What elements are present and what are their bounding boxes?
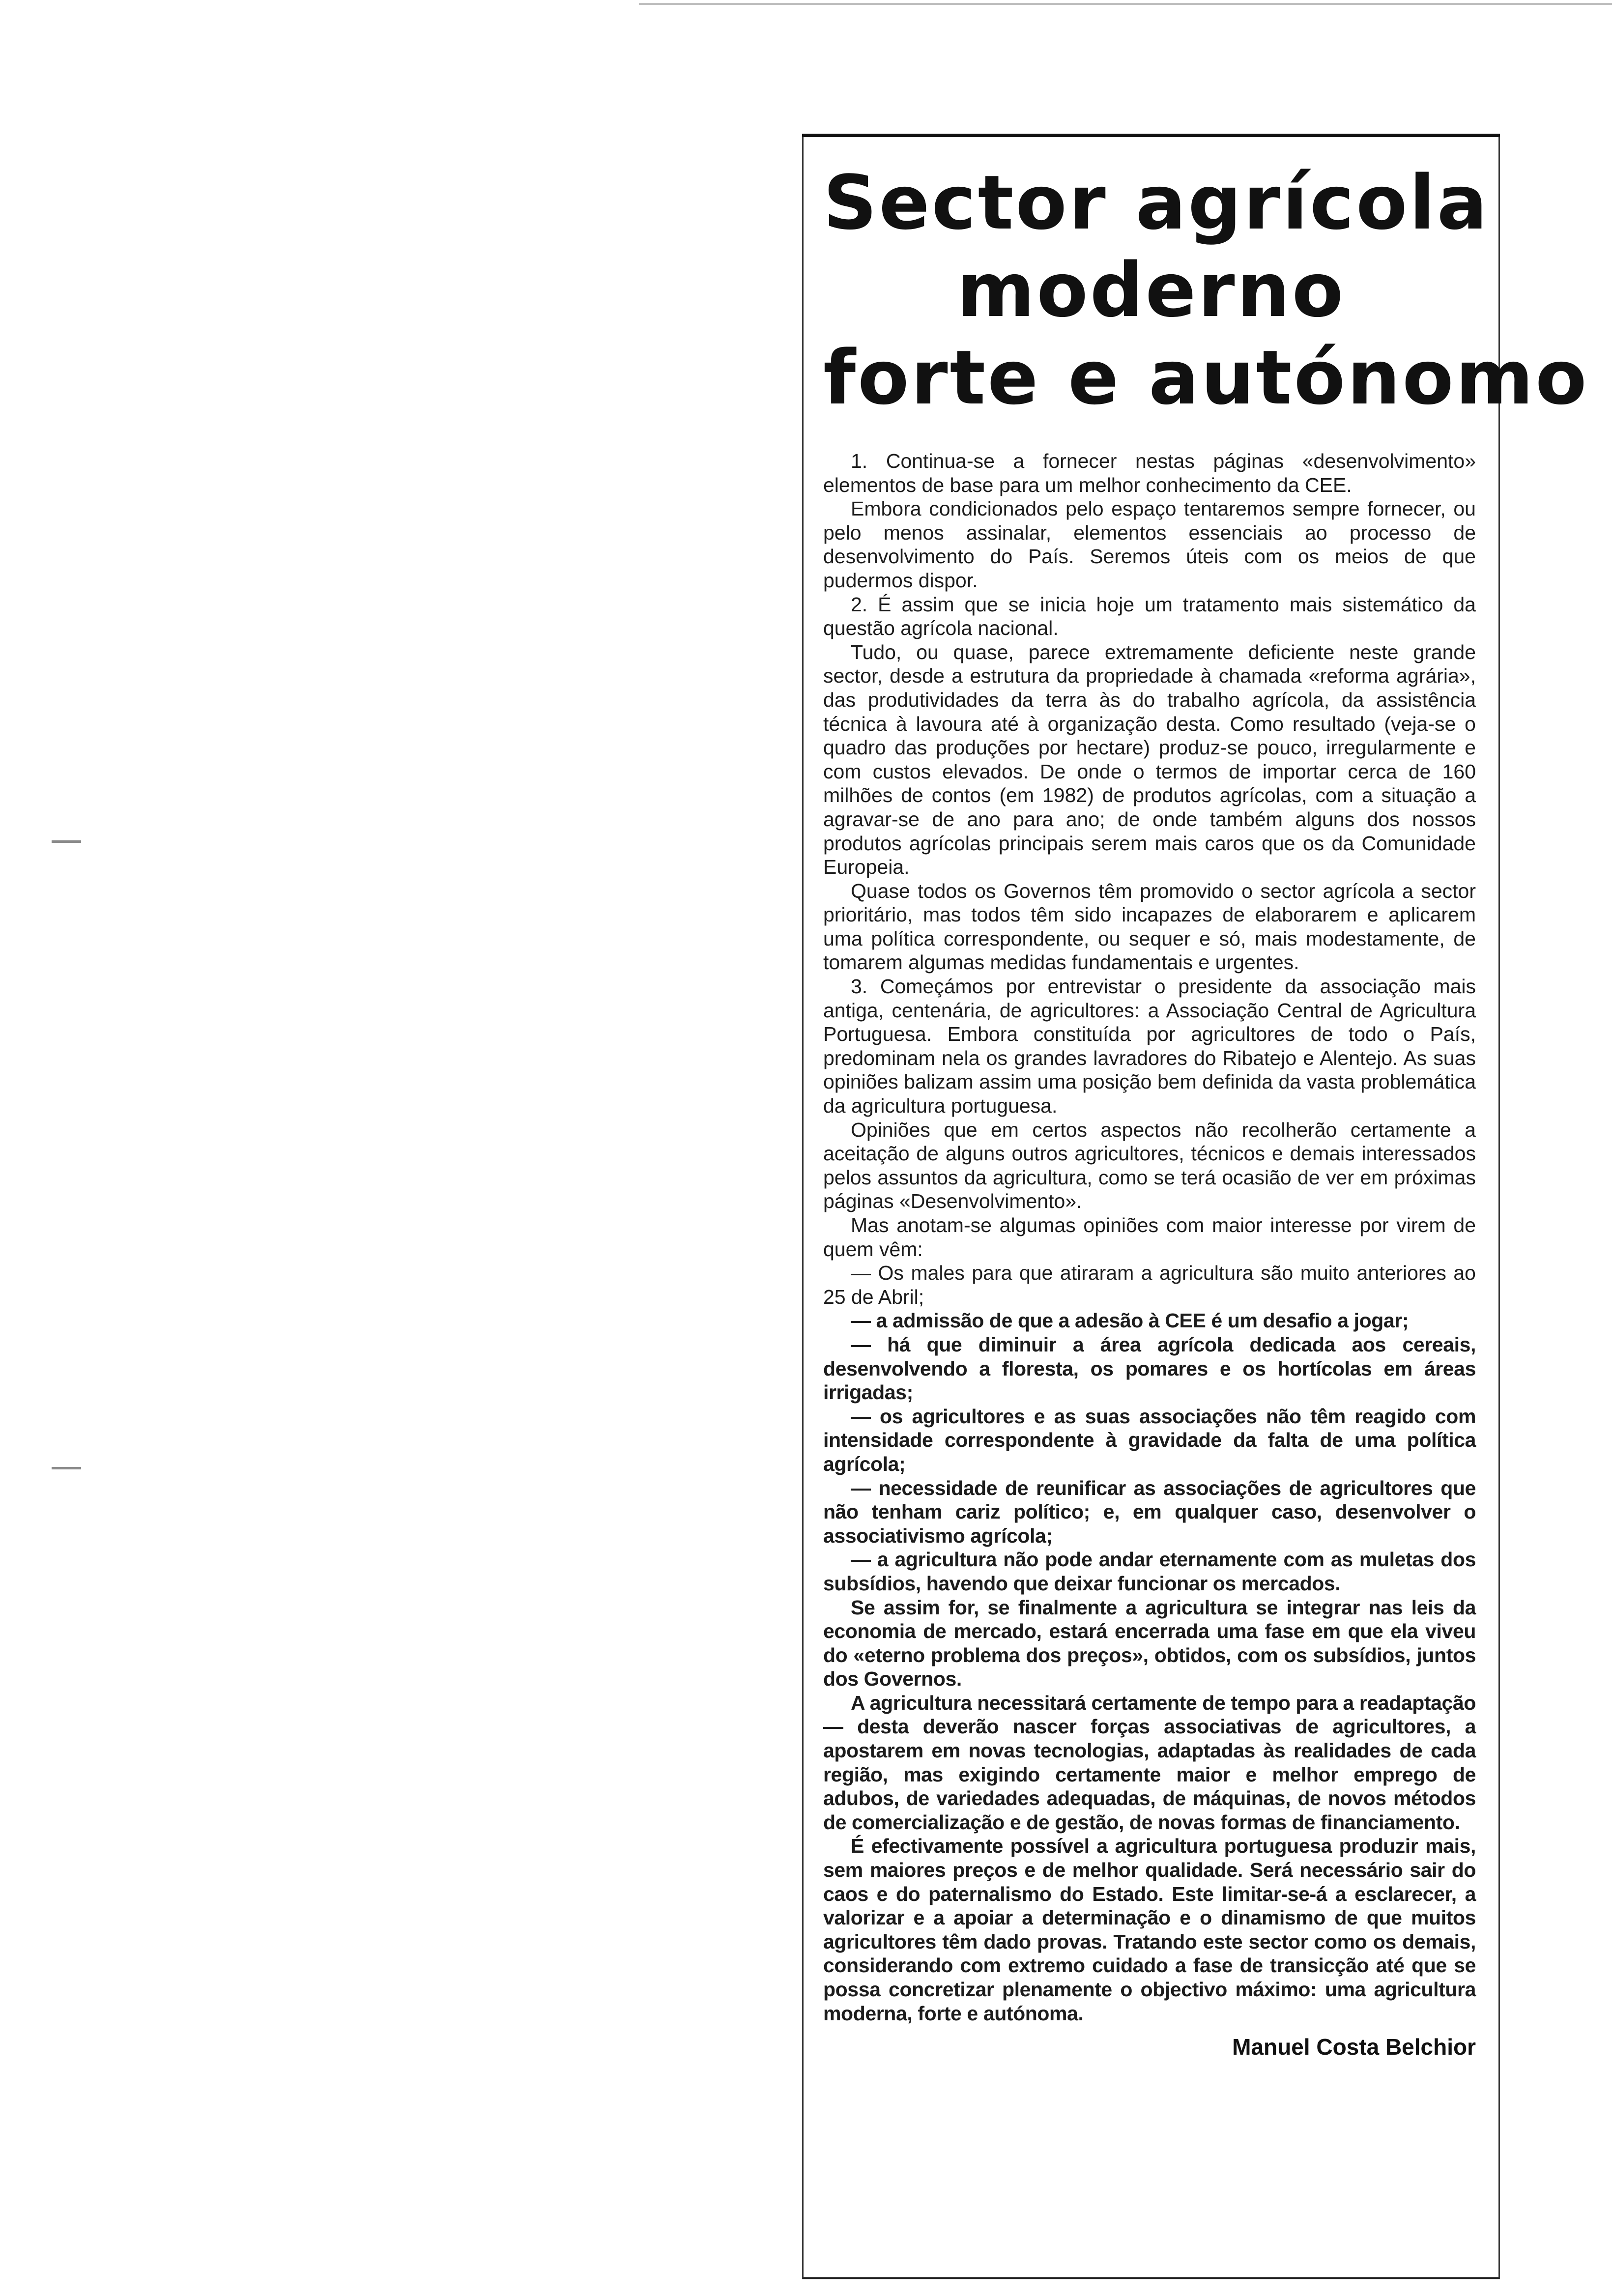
article-paragraph: — a admissão de que a adesão à CEE é um desafio a jogar; bbox=[851, 1309, 1409, 1332]
article-paragraph: É efectivamente possível a agricultura portuguesa produzir mais, sem maiores preços e de melhor qualidade. Será necessário sair do caos e do paternalismo do Estado. Este limitar-se-á a esclarecer, a valorizar e a apoiar a determinação e o dinamismo de que muitos agricultores têm dado provas. Tratando este sector como os demais, considerando com extremo cuidado a fase de transicção até que se possa concretizar plenamente o objectivo máximo: uma agricultura moderna, forte e autónoma. bbox=[823, 1835, 1476, 2025]
headline-line: Sector agrícola bbox=[823, 159, 1490, 246]
scan-margin-mark bbox=[52, 1467, 81, 1469]
article-paragraph: Embora condicionados pelo espaço tentaremos sempre fornecer, ou pelo menos assinalar, elementos essenciais ao processo de desenvolvimento do País. Seremos úteis com os meios de que pudermos dispor. bbox=[823, 497, 1476, 592]
article-paragraph: — os agricultores e as suas associações não têm reagido com intensidade correspondente à gravidade da falta de uma política agrícola; bbox=[823, 1405, 1476, 1475]
article-body bbox=[823, 449, 1476, 2025]
article-paragraph: Quase todos os Governos têm promovido o sector agrícola a sector prioritário, mas todos têm sido incapazes de elaborarem e aplicarem uma política correspondente, ou sequer e só, mais modestamente, de tomarem algumas medidas fundamentais e urgentes. bbox=[823, 879, 1476, 974]
article-column bbox=[802, 137, 1589, 2279]
article-paragraph: — a agricultura não pode andar eternamente com as muletas dos subsídios, havendo que deixar funcionar os mercados. bbox=[823, 1548, 1476, 1595]
article-paragraph: 2. É assim que se inicia hoje um tratamento mais sistemático da questão agrícola nacional. bbox=[823, 593, 1476, 640]
article-paragraph: — Os males para que atiraram a agricultura são muito anteriores ao 25 de Abril; bbox=[823, 1262, 1476, 1308]
article-byline: Manuel Costa Belchior bbox=[1232, 2034, 1476, 2060]
page-top-rule bbox=[639, 3, 1612, 5]
article-paragraph: Tudo, ou quase, parece extremamente deficiente neste grande sector, desde a estrutura da propriedade à chamada «reforma agrária», das produtividades da terra às do trabalho agrícola, da assistência técnica à lavoura até à organização desta. Como resultado (veja-se o quadro das produções por hectare) produz-se pouco, irregularmente e com custos elevados. De onde o termos de importar cerca de 160 milhões de contos (em 1982) de produtos agrícolas, com a situação a agravar-se de ano para ano; de onde também alguns dos nossos produtos agrícolas principais serem mais caros que os da Comunidade Europeia. bbox=[823, 640, 1476, 879]
article-paragraph: 3. Começámos por entrevistar o presidente da associação mais antiga, centenária, de agricultores: a Associação Central de Agricultura Portuguesa. Embora constituída por agricultores de todo o País, predominam nela os grandes lavradores do Ribatejo e Alentejo. As suas opiniões balizam assim uma posição bem definida da vasta problemática da agricultura portuguesa. bbox=[823, 975, 1476, 1118]
article-paragraph: 1. Continua-se a fornecer nestas páginas «desenvolvimento» elementos de base para um melhor conhecimento da CEE. bbox=[823, 450, 1476, 496]
article-headline bbox=[804, 159, 1589, 422]
headline-line: forte e autónomo bbox=[823, 334, 1589, 421]
article-paragraph: — há que diminuir a área agrícola dedicada aos cereais, desenvolvendo a floresta, os pomares e os hortícolas em áreas irrigadas; bbox=[823, 1333, 1476, 1404]
article-paragraph: Mas anotam-se algumas opiniões com maior interesse por virem de quem vêm: bbox=[823, 1214, 1476, 1261]
article-paragraph: Se assim for, se finalmente a agricultura se integrar nas leis da economia de mercado, estará encerrada uma fase em que ela viveu do «eterno problema dos preços», obtidos, com os subsídios, juntos dos Governos. bbox=[823, 1596, 1476, 1691]
scan-margin-mark bbox=[52, 840, 81, 843]
article-paragraph: — necessidade de reunificar as associações de agricultores que não tenham cariz político; e, em qualquer caso, desenvolver o associativismo agrícola; bbox=[823, 1476, 1476, 1547]
article-paragraph: Opiniões que em certos aspectos não recolherão certamente a aceitação de alguns outros agricultores, técnicos e demais interessados pelos assuntos da agricultura, como se terá ocasião de ver em próximas páginas «Desenvolvimento». bbox=[823, 1118, 1476, 1213]
article-paragraph: A agricultura necessitará certamente de tempo para a readaptação — desta deverão nascer forças associativas de agricultores, a apostarem em novas tecnologias, adaptadas às realidades de cada região, mas exigindo certamente maior e melhor emprego de adubos, de variedades adequadas, de máquinas, de novos métodos de comercialização e de gestão, de novas formas de financiamento. bbox=[823, 1691, 1476, 1834]
headline-line: moderno bbox=[956, 247, 1346, 334]
